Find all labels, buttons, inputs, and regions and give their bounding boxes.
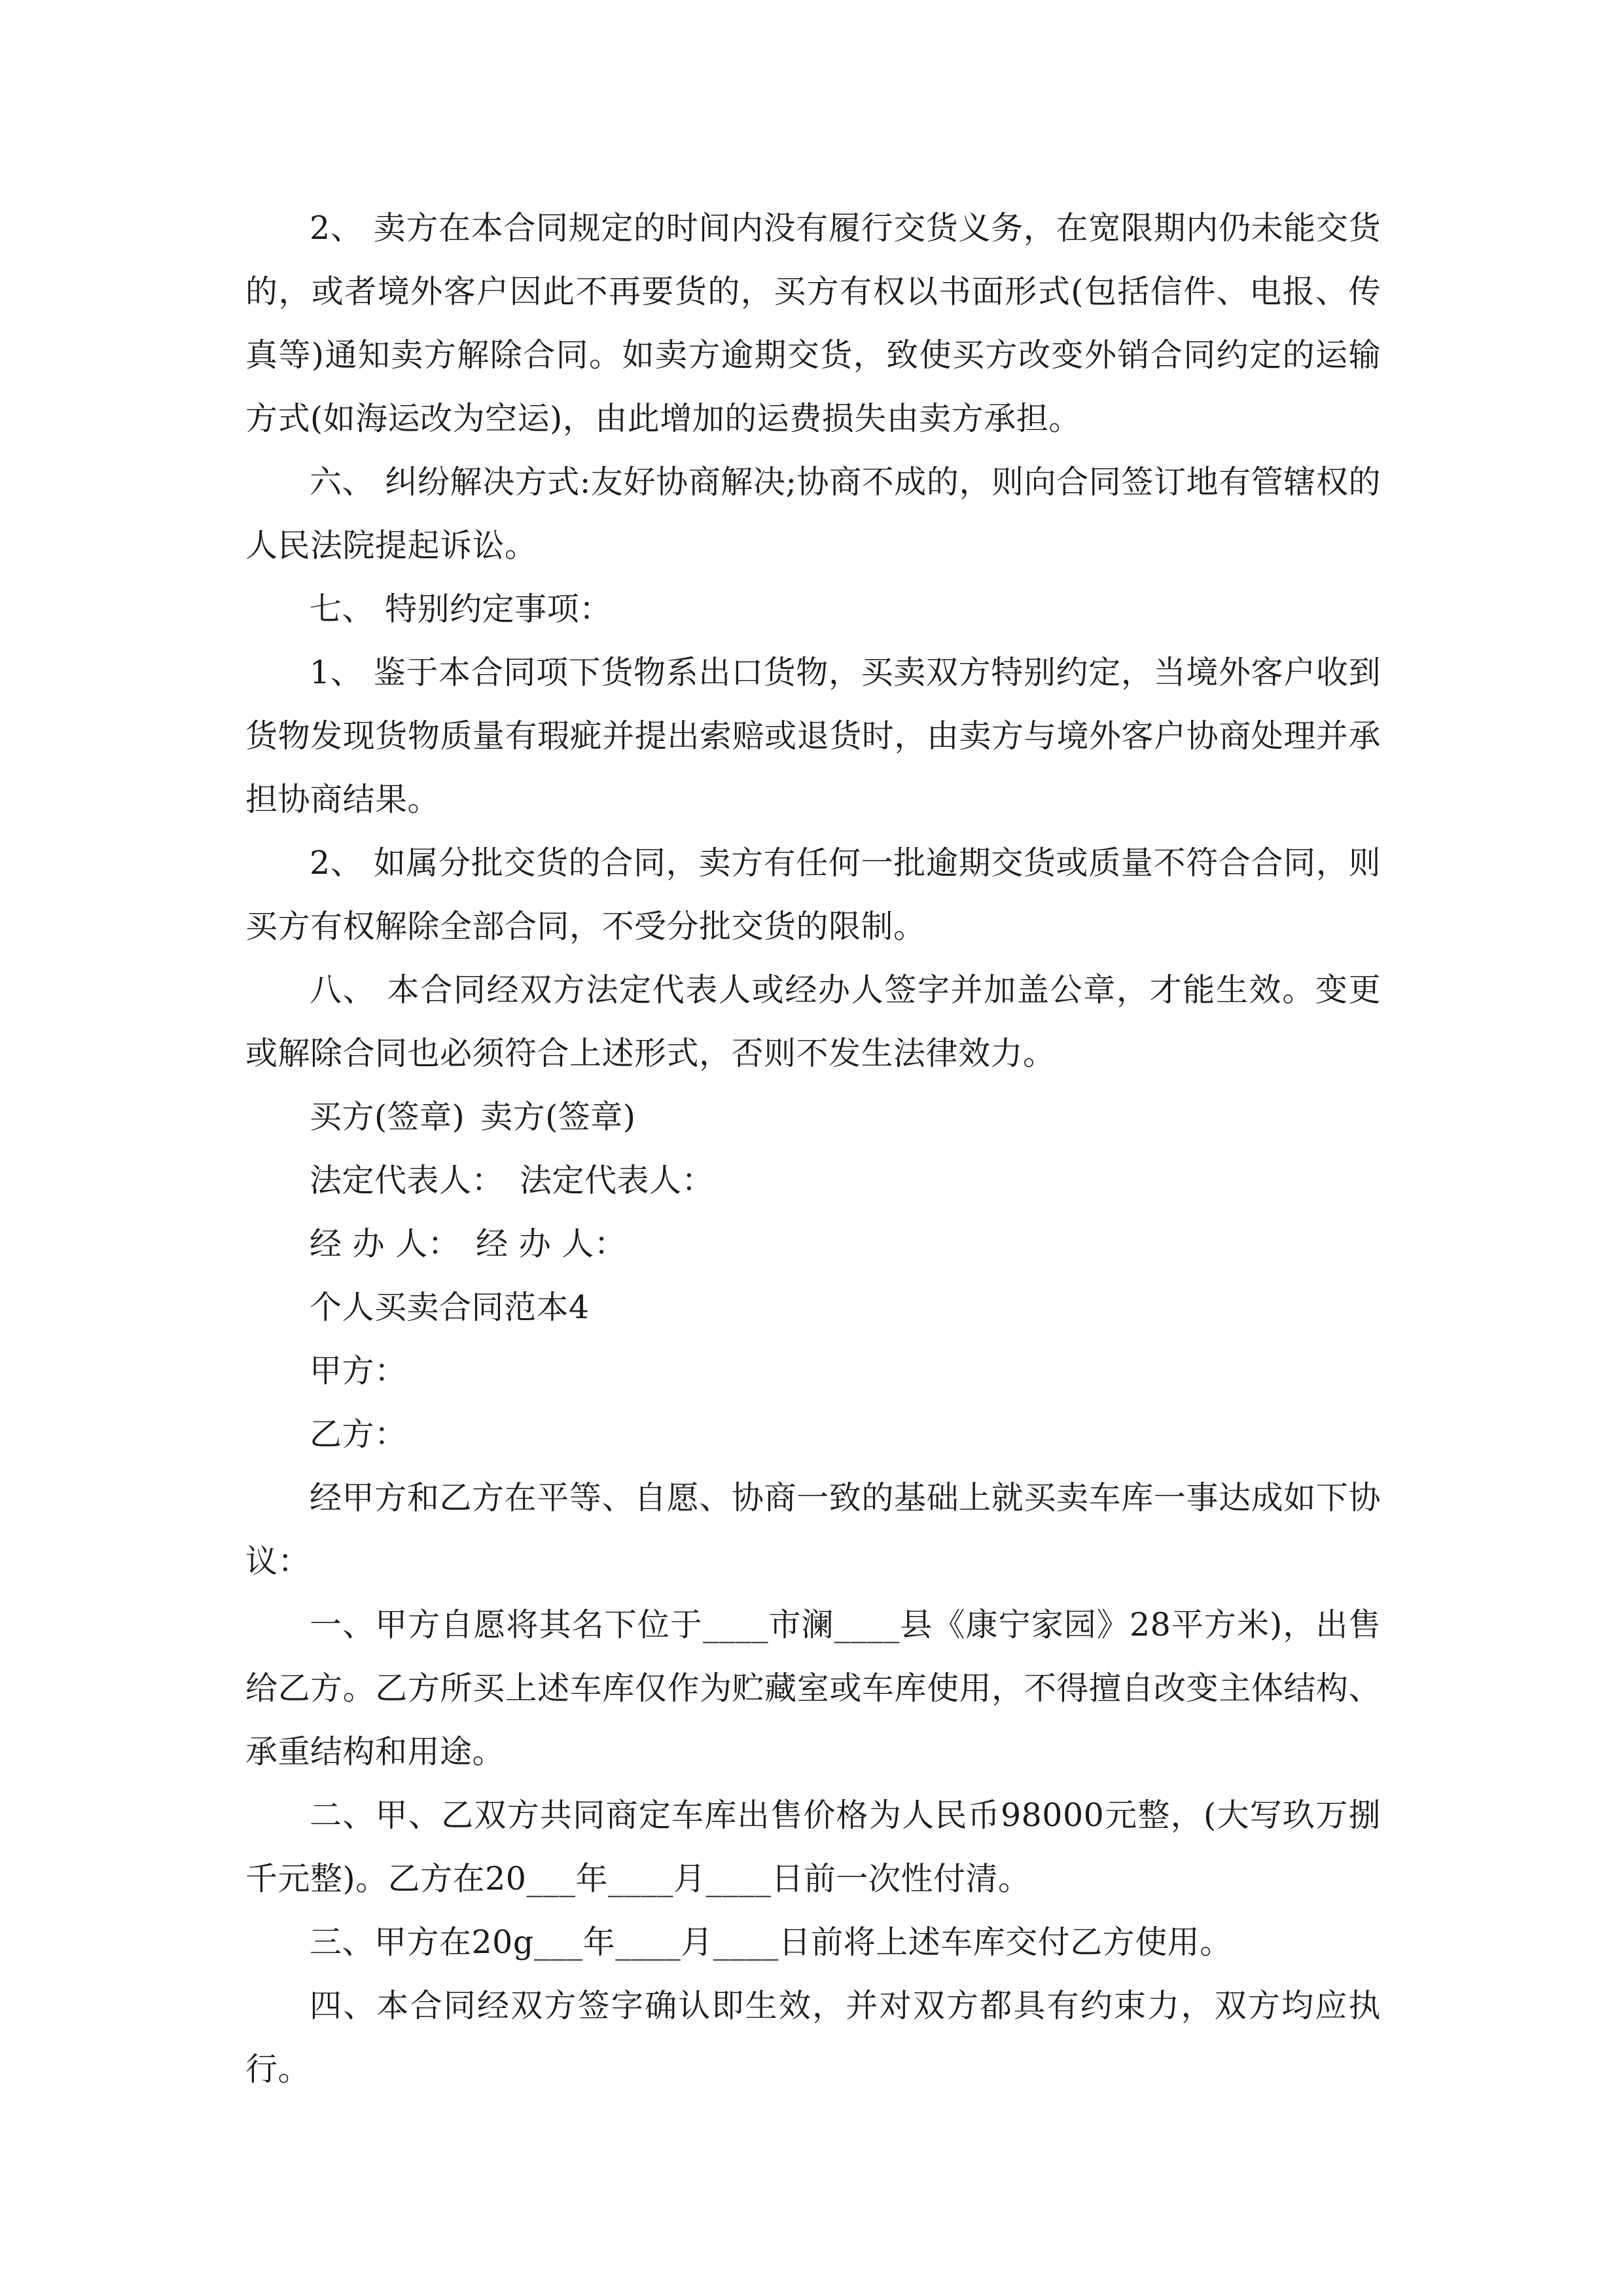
contract4-clause-1: 一、甲方自愿将其名下位于____市澜____县《康宁家园》28平方米)，出售给乙方。乙方所买上述车库仅作为贮藏室或车库使用，不得擅自改变主体结构、承重结构和用途。 <box>245 1606 1381 1770</box>
signature-line-handler <box>245 1212 1381 1276</box>
buyer-seal-label: 买方(签章) <box>310 1098 465 1136</box>
signature-line-seal <box>245 1085 1381 1149</box>
contract4-clause-3: 三、甲方在20g___年____月____日前将上述车库交付乙方使用。 <box>310 1924 1232 1961</box>
contract4-clause-2: 二、甲、乙双方共同商定车库出售价格为人民币98000元整，(大写玖万捌千元整)。乙方在20___年____月____日前一次性付清。 <box>245 1797 1381 1897</box>
party-b-label: 乙方： <box>310 1416 407 1453</box>
signature-line-representative <box>245 1149 1381 1212</box>
document-page <box>245 196 1381 2101</box>
heading-special-terms: 七、 特别约定事项： <box>310 590 612 628</box>
seller-representative-label: 法定代表人： <box>520 1162 715 1199</box>
paragraph-effectiveness: 八、 本合同经双方法定代表人或经办人签字并加盖公章，才能生效。变更或解除合同也必须符合上述形式，否则不发生法律效力。 <box>245 971 1381 1072</box>
paragraph-dispute-resolution: 六、 纠纷解决方式:友好协商解决;协商不成的，则向合同签订地有管辖权的人民法院提起诉讼。 <box>245 463 1381 564</box>
buyer-handler-label: 经 办 人： <box>310 1225 461 1263</box>
seller-handler-label: 经 办 人： <box>476 1225 627 1263</box>
paragraph-special-term-2: 2、 如属分批交货的合同，卖方有任何一批逾期交货或质量不符合合同，则买方有权解除全部合同，不受分批交货的限制。 <box>245 844 1381 945</box>
buyer-representative-label: 法定代表人： <box>310 1162 505 1199</box>
seller-seal-label: 卖方(签章) <box>480 1098 636 1136</box>
paragraph-special-term-1: 1、 鉴于本合同项下货物系出口货物，买卖双方特别约定，当境外客户收到货物发现货物质量有瑕疵并提出索赔或退货时，由卖方与境外客户协商处理并承担协商结果。 <box>245 654 1381 818</box>
party-a-label: 甲方： <box>310 1352 407 1390</box>
contract4-intro: 经甲方和乙方在平等、自愿、协商一致的基础上就买卖车库一事达成如下协议： <box>245 1479 1381 1580</box>
contract4-clause-4: 四、本合同经双方签字确认即生效，并对双方都具有约束力，双方均应执行。 <box>245 1987 1381 2088</box>
paragraph-delivery-breach: 2、 卖方在本合同规定的时间内没有履行交货义务，在宽限期内仍未能交货的，或者境外客户因此不再要货的，买方有权以书面形式(包括信件、电报、传真等)通知卖方解除合同。如卖方逾期交货，致使买方改变外销合同约定的运输方式(如海运改为空运)，由此增加的运费损失由卖方承担。 <box>245 209 1381 437</box>
contract4-title: 个人买卖合同范本4 <box>310 1289 590 1326</box>
